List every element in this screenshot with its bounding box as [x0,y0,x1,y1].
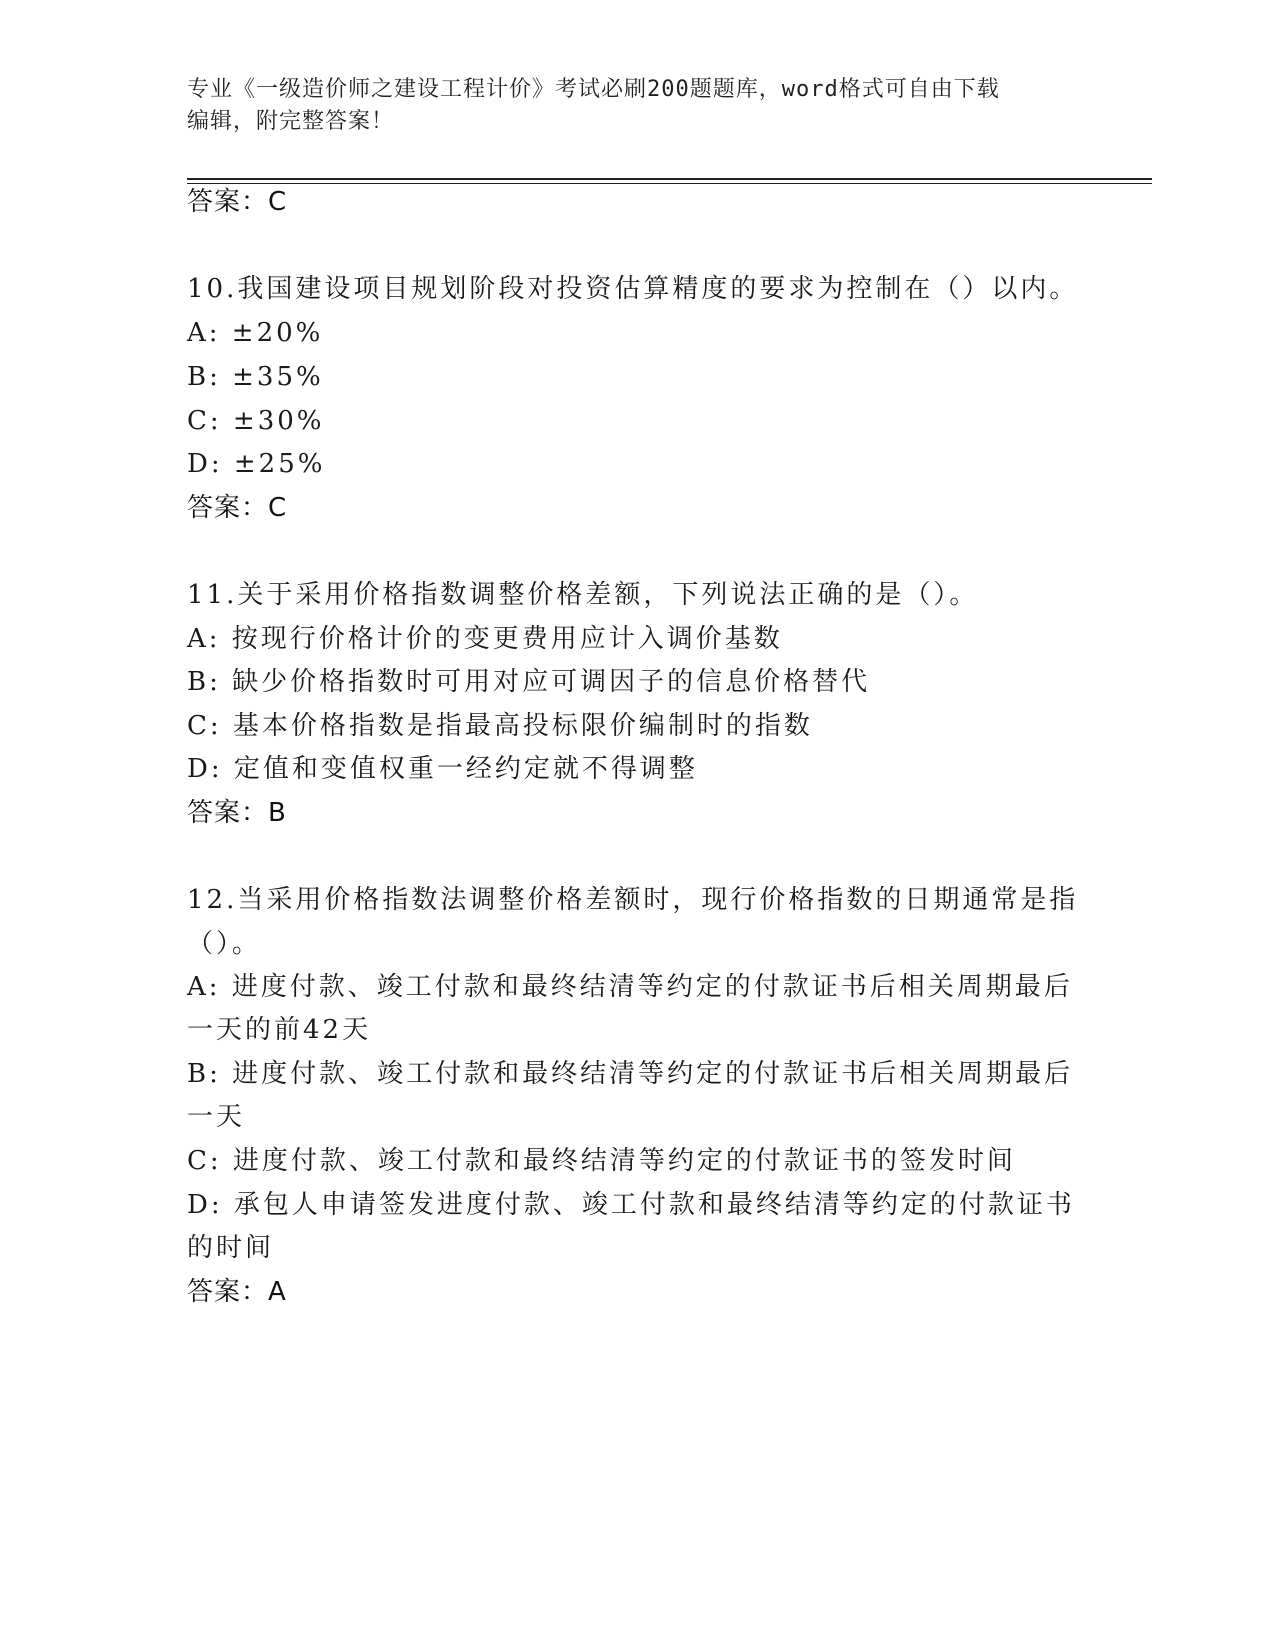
question-11-text: 11.关于采用价格指数调整价格差额，下列说法正确的是（）。 [187,580,979,610]
question-10-option-d: D: ±25% [187,449,326,479]
question-12-option-d-line-1: D: 承包人申请签发进度付款、竣工付款和最终结清等约定的付款证书 [187,1190,1075,1220]
question-11-option-c: C: 基本价格指数是指最高投标限价编制时的指数 [187,711,813,741]
question-11-answer: 答案：B [187,798,287,828]
question-12-option-d-line-2: 的时间 [187,1233,275,1263]
header-divider-thin [187,183,1152,184]
question-12-option-c: C: 进度付款、竣工付款和最终结清等约定的付款证书的签发时间 [187,1146,1016,1176]
question-10-text: 10.我国建设项目规划阶段对投资估算精度的要求为控制在（）以内。 [187,274,1079,304]
question-12-text-line-2: （）。 [187,929,262,959]
header-line-2: 编辑，附完整答案！ [187,109,395,134]
question-12-option-b-line-2: 一天 [187,1102,246,1132]
question-11-option-d: D: 定值和变值权重一经约定就不得调整 [187,754,698,784]
question-12-text-line-1: 12.当采用价格指数法调整价格差额时，现行价格指数的日期通常是指 [187,885,1079,915]
header-line-1: 专业《一级造价师之建设工程计价》考试必刷200题题库，word格式可自由下载 [187,77,1000,102]
question-12-option-a-line-2: 一天的前42天 [187,1015,372,1045]
question-12-option-b-line-1: B: 进度付款、竣工付款和最终结清等约定的付款证书后相关周期最后 [187,1059,1074,1089]
question-11-option-b: B: 缺少价格指数时可用对应可调因子的信息价格替代 [187,667,871,697]
question-11-option-a: A: 按现行价格计价的变更费用应计入调价基数 [187,624,783,654]
question-10-option-a: A: ±20% [187,318,324,348]
question-10-option-b: B: ±35% [187,362,324,392]
question-12-answer: 答案：A [187,1277,287,1307]
header-divider-thick [187,178,1152,180]
question-10-option-c: C: ±30% [187,406,325,436]
previous-answer: 答案：C [187,187,288,217]
question-10-answer: 答案：C [187,493,288,523]
question-12-option-a-line-1: A: 进度付款、竣工付款和最终结清等约定的付款证书后相关周期最后 [187,972,1073,1002]
document-header [187,74,1067,138]
